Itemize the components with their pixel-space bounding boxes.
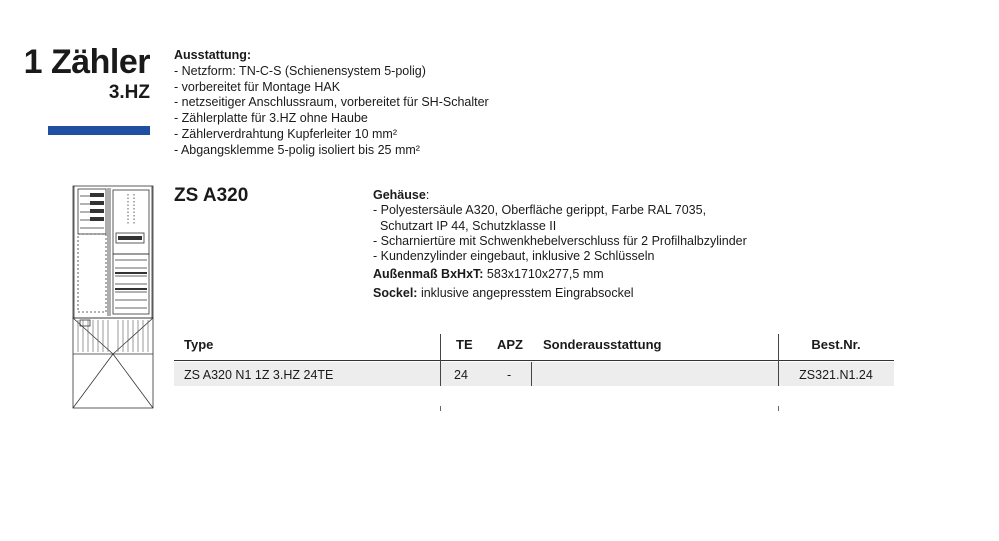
column-header-type: Type [184,337,214,352]
feature-item: - vorbereitet für Montage HAK [174,79,341,94]
housing-colon: : [425,188,430,202]
housing-item: - Polyestersäule A320, Oberfläche gerippt, Farbe RAL 7035, [373,203,707,218]
base-line [373,286,933,301]
column-header-order-no: Best.Nr. [811,337,861,352]
base-label: Sockel: [373,285,418,300]
column-header-te: TE [456,337,473,352]
dimensions-line [373,267,933,282]
housing-item: - Scharniertüre mit Schwenkhebelverschluss für 2 Profilhalbzylinder [373,233,747,248]
column-tick [778,406,779,411]
feature-item: - Netzform: TN-C-S (Schienensystem 5-polig) [174,63,426,78]
heading-count: 1 Zähler [23,43,150,81]
table-cell-te: 24 [454,368,468,382]
table-cell-type: ZS A320 N1 1Z 3.HZ 24TE [184,368,334,382]
product-model-title: ZS A320 [174,185,249,206]
feature-item: - Abgangsklemme 5-polig isoliert bis 25 mm² [174,142,420,157]
housing-label: Gehäuse [373,188,426,202]
product-drawing [70,184,158,410]
column-separator [531,362,532,386]
column-separator [440,334,441,386]
column-header-apz: APZ [497,337,523,352]
dimensions-label: Außenmaß BxHxT: [373,267,484,282]
dimensions-value: 583x1710x277,5 mm [483,267,604,282]
order-table [174,334,894,414]
feature-item: - netzseitiger Anschlussraum, vorbereitet für SH-Schalter [174,95,489,110]
housing-item: - Kundenzylinder eingebaut, inklusive 2 Schlüsseln [373,249,655,264]
housing-item: Schutzart IP 44, Schutzklasse II [373,218,557,233]
table-cell-apz: - [507,368,512,382]
features-section [174,48,694,159]
table-cell-order-no: ZS321.N1.24 [799,368,873,382]
feature-item: - Zählerverdrahtung Kupferleiter 10 mm² [174,126,398,141]
accent-bar [48,126,150,135]
column-tick [440,406,441,411]
heading-subtitle: 3.HZ [108,82,150,103]
feature-item: - Zählerplatte für 3.HZ ohne Haube [174,111,368,126]
housing-heading [373,188,933,203]
housing-section [373,188,933,301]
features-title: Ausstattung: [174,48,252,62]
column-header-extras: Sonderausstattung [543,337,662,352]
base-value: inklusive angepresstem Eingrabsockel [417,285,634,300]
